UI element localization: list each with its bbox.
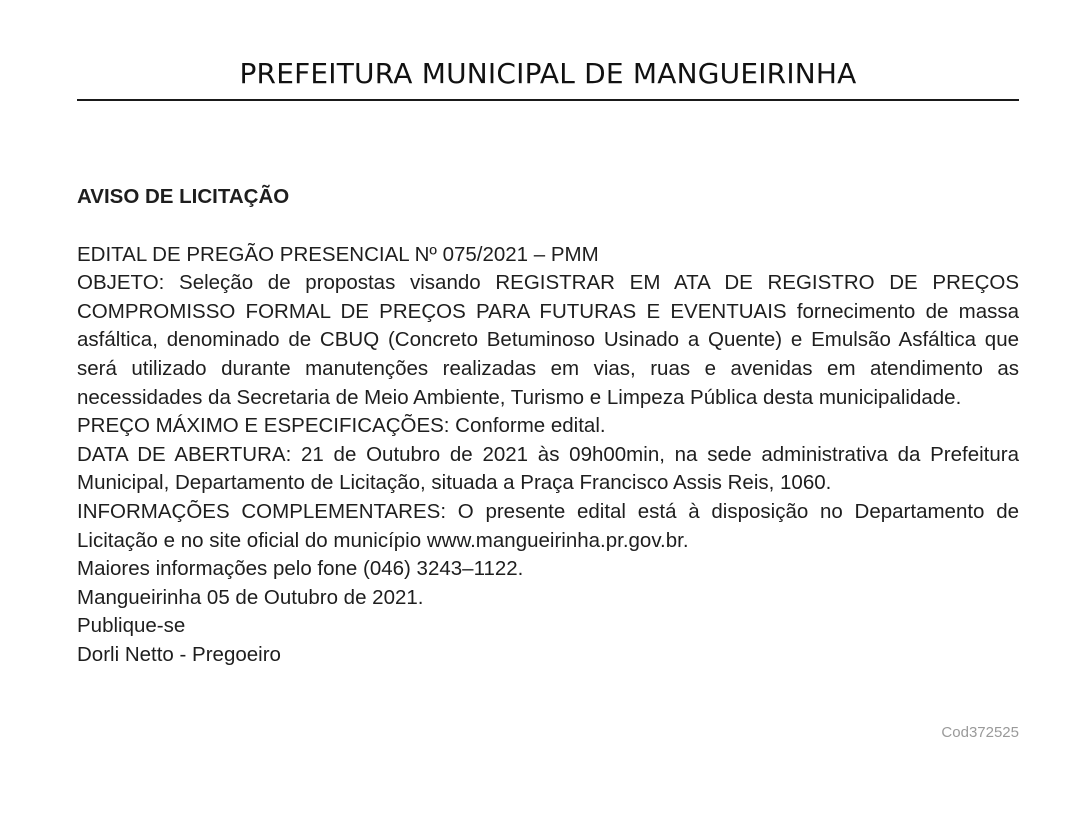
page-header [77,52,1019,96]
notice-body [77,183,1019,670]
header-divider [77,99,1019,101]
preco-line: PREÇO MÁXIMO E ESPECIFICAÇÕES: Conforme edital. [77,414,606,438]
objeto-paragraph: OBJETO: Seleção de propostas visando REGISTRAR EM ATA DE REGISTRO DE PREÇOS COMPROMISSO FORMAL DE PREÇOS PARA FUTURAS E EVENTUAIS fornecimento de massa asfáltica, denominado de CBUQ (Concreto Betuminoso Usinado a Quente) e Emulsão Asfáltica que será utilizado durante manutenções realizadas em vias, ruas e avenidas em atendimento as necessidades da Secretaria de Meio Ambiente, Turismo e Limpeza Pública desta municipalidade. [77,271,1019,409]
data-abertura-paragraph: DATA DE ABERTURA: 21 de Outubro de 2021 às 09h00min, na sede administrativa da Prefeitura Municipal, Departamento de Licitação, situada a Praça Francisco Assis Reis, 1060. [77,442,1019,495]
signature-line: Dorli Netto - Pregoeiro [77,642,281,666]
telefone-line: Maiores informações pelo fone (046) 3243–1122. [77,557,524,581]
notice-title: AVISO DE LICITAÇÃO [77,185,290,208]
edital-line: EDITAL DE PREGÃO PRESENCIAL Nº 075/2021 – PMM [77,242,599,266]
publication-code: Cod372525 [941,724,1019,741]
informacoes-paragraph: INFORMAÇÕES COMPLEMENTARES: O presente edital está à disposição no Departamento de Licitação e no site oficial do município www.mangueirinha.pr.gov.br. [77,499,1019,552]
page-title: PREFEITURA MUNICIPAL DE MANGUEIRINHA [239,57,857,90]
local-data-line: Mangueirinha 05 de Outubro de 2021. [77,585,424,609]
publique-line: Publique-se [77,614,186,638]
